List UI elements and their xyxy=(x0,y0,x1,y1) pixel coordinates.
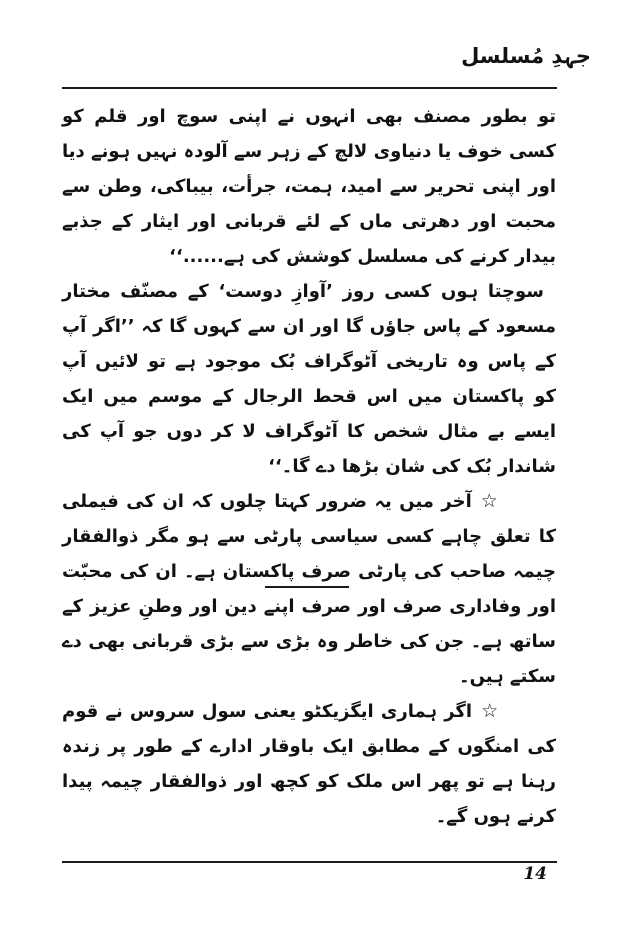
paragraph-autograph-anecdote: سوچتا ہوں کسی روز ’آوازِ دوست‘ کے مصنّف مختار مسعود کے پاس جاؤں گا اور ان سے کہوں گا کہ ’’اگر آپ کے پاس وہ تاریخی آٹوگراف بُک موجود ہے تو لائیں آپ کو پاکستان میں اس قحط الرجال کے موسم میں ایک ایسے بے مثال شخص کا آٹوگراف لا کر دوں جو آپ کی شاندار بُک کی شان بڑھا دے گا۔‘‘ xyxy=(62,281,556,477)
star-bullet-icon: ☆ xyxy=(481,700,499,722)
paragraph-quote-continuation: تو بطور مصنف بھی انہوں نے اپنی سوچ اور قلم کو کسی خوف یا دنیاوی لالچ کے زہر سے آلودہ نہیں ہونے دیا اور اپنی تحریر سے امید، ہمت، جرأت، بیباکی، وطن سے محبت اور دھرتی ماں کے لئے قربانی اور ایثار کے جذبے بیدار کرنے کی مسلسل کوشش کی ہے......‘‘ xyxy=(62,106,556,267)
header-rule xyxy=(62,87,557,89)
paragraph-text: اگر ہماری ایگزیکٹو یعنی سول سروس نے قوم کی امنگوں کے مطابق ایک باوقار ادارے کے طور پر زندہ رہنا ہے تو پھر اس ملک کو کچھ اور ذوالفقار چیمہ پیدا کرنے ہوں گے۔ xyxy=(62,701,556,827)
paragraph-starred-2 xyxy=(62,694,556,834)
running-header-title: جہدِ مُسلسل xyxy=(461,44,591,68)
page-body xyxy=(62,99,556,834)
paragraph-text: آخر میں یہ ضرور کہتا چلوں کہ ان کی فیملی کا تعلق چاہے کسی سیاسی پارٹی سے ہو مگر ذوالفقار چیمہ صاحب کی پارٹی صرف پاکستان ہے۔ ان کی محبّت اور وفاداری صرف اور صرف اپنے دین اور وطنِ عزیز کے ساتھ ہے۔ جن کی خاطر وہ بڑی سے بڑی قربانی بھی دے سکتے ہیں۔ xyxy=(62,491,556,687)
paragraph-starred-1 xyxy=(62,484,556,694)
footer-rule xyxy=(62,861,557,863)
page-number: 14 xyxy=(523,864,547,884)
star-bullet-icon: ☆ xyxy=(480,490,499,512)
section-separator xyxy=(265,586,349,588)
